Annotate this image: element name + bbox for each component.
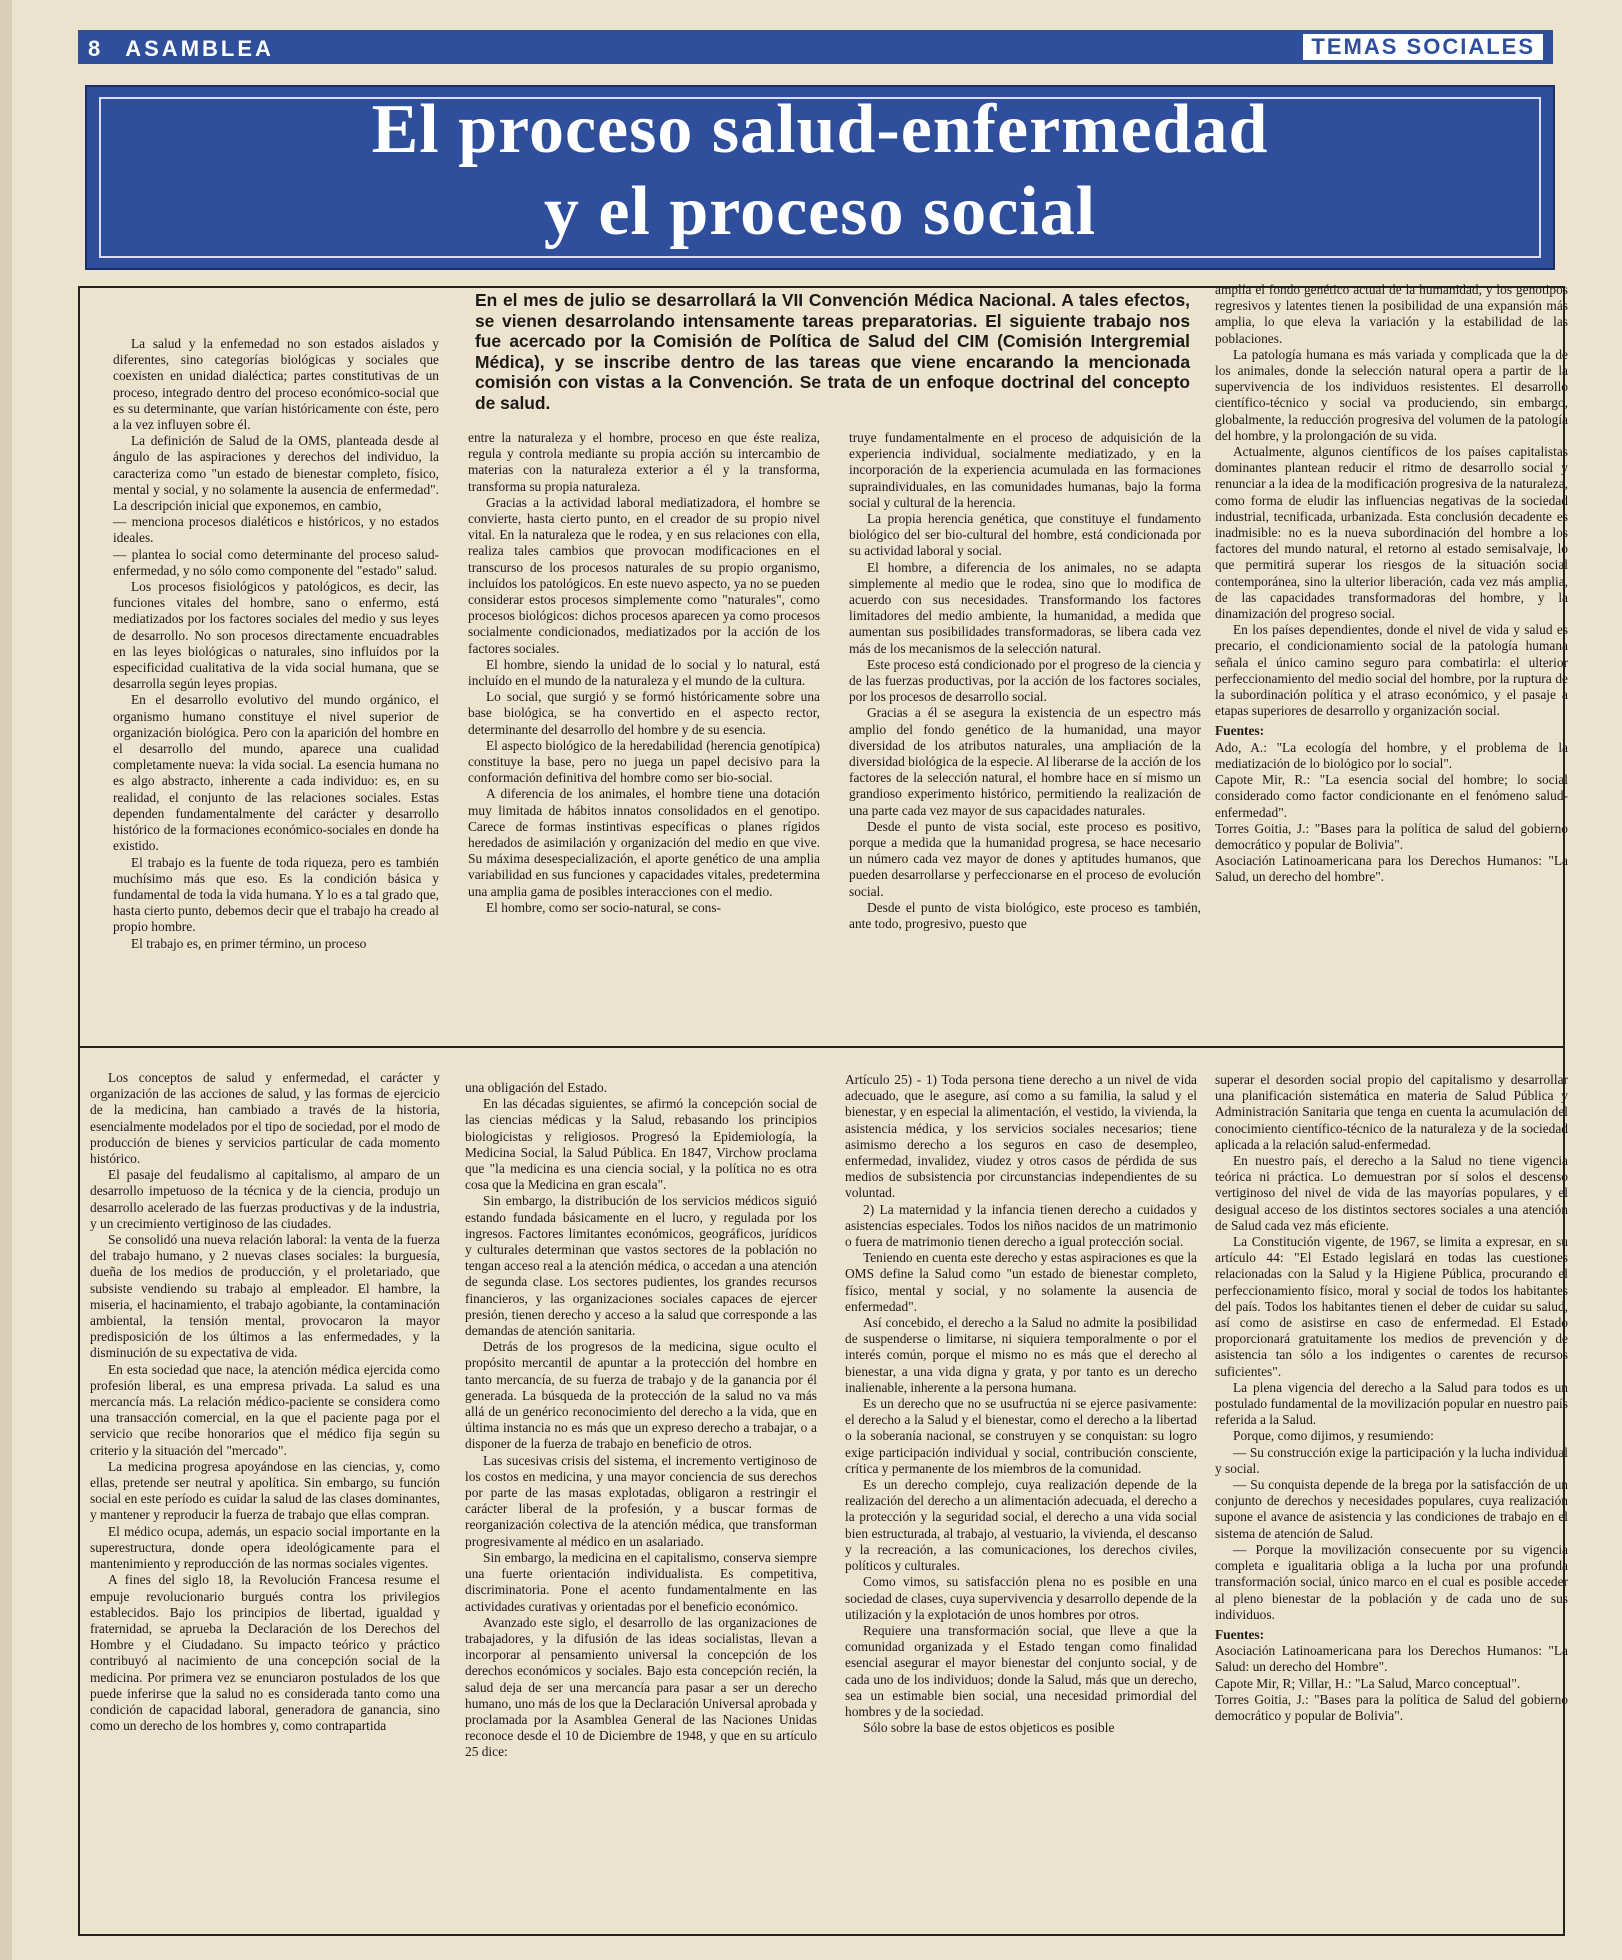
header-left: [88, 36, 274, 62]
bottom-column-3: [845, 1072, 1197, 1736]
headline: [87, 89, 1553, 253]
section-label: TEMAS SOCIALES: [1303, 34, 1543, 60]
paragraph: En los países dependientes, donde el nivel de vida y salud es precario, el condicionamiento social de la patología humana señala el único camino seguro para combatirla: el ulterior perfeccionamiento del medio social del hombre, por la ruptura de la subordinación política y el atraso económico, y el pasaje a etapas superiores de desarrollo y organización social.: [1215, 622, 1568, 719]
paragraph: La salud y la enfemedad no son estados aislados y diferentes, sino categorías biológicas y sociales que coexisten en unidad dialéctica; partes constitutivas de un proceso, integrado dentro del proceso económico-social que es su determinante, que varían históricamente con éste, pero a la vez influyen sobre él.: [113, 336, 439, 433]
paragraph: La definición de Salud de la OMS, planteada desde al ángulo de las aspiraciones y derechos del individuo, la caracteriza como "un estado de bienestar completo, físico, mental y social, y no solamente la ausencia de enfermedad". La descripción inicial que exponemos, en cambio,: [113, 433, 439, 514]
paragraph: Desde el punto de vista biológico, este proceso es también, ante todo, progresivo, puesto que: [849, 899, 1201, 932]
top-column-4: [1215, 282, 1568, 886]
top-column-3: [849, 430, 1201, 932]
paragraph: Los procesos fisiológicos y patológicos, es decir, las funciones vitales del hombre, sano o enfermo, está mediatizados por los factores sociales del medio y sus leyes de desarrollo. No son procesos directamente encuadrables en las leyes biológicas o naturales, sino influídos por la especificidad cualitativa de la vida social humana, que se desarrolla según leyes propias.: [113, 579, 439, 692]
paragraph: El pasaje del feudalismo al capitalismo, al amparo de un desarrollo impetuoso de la técnica y de la ciencia, produjo un desarrollo acelerado de las fuerzas productivas y de la industria, y un crecimiento vertiginoso de las ciudades.: [90, 1167, 440, 1231]
source-item: Asociación Latinoamericana para los Derechos Humanos: "La Salud: un derecho del Hombre".: [1215, 1643, 1568, 1675]
bottom-column-2: [465, 1080, 817, 1761]
paragraph: amplía el fondo genético actual de la humanidad, y los genotipos regresivos y latentes tienen la posibilidad de una expansión más amplia, lo que eleva la variación y la estabilidad de las poblaciones.: [1215, 282, 1568, 346]
top-column-1: [113, 336, 439, 952]
lead-paragraph: En el mes de julio se desarrollará la VII Convención Médica Nacional. A tales efectos, se vienen desarrolando intensamente tareas preparatorias. El siguiente trabajo nos fue acercado por la Comisión de Política de Salud del CIM (Comisión Intergremial Médica), y se inscribe dentro de las tareas que viene encarando la mencionada comisión con vistas a la Convención. Se trata de un enfoque doctrinal del concepto de salud.: [475, 290, 1190, 413]
paragraph: El hombre, siendo la unidad de lo social y lo natural, está incluído en el mundo de la naturaleza y el mundo de la cultura.: [468, 656, 820, 689]
paragraph: Sin embargo, la medicina en el capitalismo, conserva siempre una fuerte orientación individualista. Es competitiva, discriminatoria. Pone el acento fundamentalmente en las actividades curativas y orientadas por el beneficio económico.: [465, 1549, 817, 1614]
source-item: Capote Mir, R.: "La esencia social del hombre; lo social considerado como factor condicionante en el fenómeno salud-enfermedad".: [1215, 772, 1568, 820]
paragraph: Detrás de los progresos de la medicina, sigue oculto el propósito mercantil de apuntar a la protección del hombre en tanto mercancía, de su fuerza de trabajo y de la ganancia por él generada. La búsqueda de la protección de la salud no va más allá de un genérico reconocimiento del derecho a la vida, que en última instancia no es más que un expreso derecho a trabajar, o a disponer de la fuerza de trabajo en beneficio de otros.: [465, 1339, 817, 1452]
top-column-2: [468, 430, 820, 916]
paragraph: En las décadas siguientes, se afirmó la concepción social de las ciencias médicas y la Salud, rebasando los principios biologicistas y religiosos. Progresó la Epidemiología, la Medicina Social, la Salud Pública. En 1847, Virchow proclama que "la medicina es una ciencia social, y la política no es otra cosa que la Medicina en gran escala".: [465, 1096, 817, 1193]
paragraph: — Su conquista depende de la brega por la satisfacción de un conjunto de derechos y necesidades populares, cuya realización supone el avance de asistencia y las condiciones de trabajo en el sistema de atención de Salud.: [1215, 1477, 1568, 1541]
source-item: Torres Goitia, J.: "Bases para la política de salud del gobierno democrático y popular de Bolivia".: [1215, 820, 1568, 852]
paragraph: — Porque la movilización consecuente por su vigencia completa e igualitaria obliga a la lucha por una profunda transformación social, único marco en el cual es posible acceder al pleno bienestar de la población y de cada uno de sus individuos.: [1215, 1541, 1568, 1622]
source-item: Capote Mir, R; Villar, H.: "La Salud, Marco conceptual".: [1215, 1675, 1521, 1691]
paragraph: Los conceptos de salud y enfermedad, el carácter y organización de las acciones de salud, y las formas de ejercicio de la medicina, han cambiado a través de la historia, esencialmente modelados por el tipo de sociedad, por el modo de producción de bienes y servicios particular de cada momento histórico.: [90, 1070, 440, 1167]
headline-line-1: El proceso salud-enfermedad: [371, 91, 1269, 168]
paragraph: El hombre, a diferencia de los animales, no se adapta simplemente al medio que le rodea, sino que lo modifica de acuerdo con sus necesidades. Transformando los factores limitadores del medio ambiente, la humanidad, a medida que aumentan sus posibilidades transformadoras, se libera cada vez más de los mecanismos de la selección natural.: [849, 559, 1201, 656]
paragraph: Sin embargo, la distribución de los servicios médicos siguió estando fundada básicamente en el lucro, y regulada por los ingresos. Factores limitantes económicos, geográficos, jurídicos y culturales determinan que vastos sectores de la población no tengan acceso real a la atención médica, o accedan a una atención de segunda clase. Los sectores pudientes, los grandes recursos financieros, y las organizaciones sociales capaces de ejercer presión, tienen derecho y acceso a la salud que corresponde a las demandas de atención sanitaria.: [465, 1193, 817, 1339]
paragraph: Lo social, que surgió y se formó históricamente sobre una base biológica, se ha convertido en el aspecto rector, determinante del desarrollo del hombre y de su esencia.: [468, 689, 820, 737]
paragraph: Las sucesivas crisis del sistema, el incremento vertiginoso de los costos en medicina, y una mayor conciencia de sus derechos por parte de las masas explotadas, obligaron a restringir el carácter liberal de la profesión, y a buscar formas de reorganización colectiva de la atención médica, que transforman progresivamente al médico en un asalariado.: [465, 1452, 817, 1549]
page-number: 8: [88, 36, 104, 61]
source-item: Asociación Latinoamericana para los Derechos Humanos: "La Salud, un derecho del hombre".: [1215, 853, 1568, 885]
paragraph: Este proceso está condicionado por el progreso de la ciencia y de las fuerzas productivas, por la acción de los factores sociales, por los procesos de desarrollo social.: [849, 656, 1201, 705]
publication-name: ASAMBLEA: [125, 36, 274, 61]
paragraph: truye fundamentalmente en el proceso de adquisición de la experiencia individual, socialmente mediatizado, y en la incorporación de la experiencia acumulada en las formaciones supraindividuales, en las comunidades humanas, bajo la forma social y cultural de la herencia.: [849, 430, 1201, 510]
paragraph: Gracias a él se asegura la existencia de un espectro más amplio del fondo genético de la humanidad, una mayor diversidad de los atributos naturales, una ampliación de la diversidad biológica de la especie. Al liberarse de la acción de los factores de la selección natural, el hombre hace en sí mismo un grandioso experimento histórico, permitiendo la realización de una parte cada vez mayor de sus capacidades naturales.: [849, 705, 1201, 818]
page-edge: [0, 0, 12, 1960]
paragraph: Teniendo en cuenta este derecho y estas aspiraciones es que la OMS define la Salud como "un estado de bienestar completo, físico, mental y social, y no solamente la ausencia de enfermedad".: [845, 1250, 1197, 1314]
paragraph: El trabajo es, en primer término, un proceso: [131, 935, 367, 951]
paragraph: En el desarrollo evolutivo del mundo orgánico, el organismo humano constituye el nivel superior de organización biológica. Pero con la aparición del hombre en el desarrollo del mundo, aparece una cualidad completamente nueva: la vida social. La esencia humana no es algo abstracto, inherente a cada individuo: es, en su realidad, el conjunto de las relaciones sociales. Estas dependen fundamentalmente del carácter y desarrollo histórico de la formaciones económico-sociales en donde ha existido.: [113, 692, 439, 854]
paragraph: Requiere una transformación social, que lleve a que la comunidad organizada y el Estado tengan como finalidad esencial asegurar el mayor bienestar del conjunto social, y de cada uno de los individuos; donde la Salud, más que un derecho, sea un estimable bien social, una necesidad primordial del hombres y de la sociedad.: [845, 1622, 1197, 1719]
paragraph: Artículo 25) - 1) Toda persona tiene derecho a un nivel de vida adecuado, que le asegure, así como a su familia, la salud y el bienestar, y en especial la alimentación, el vestido, la vivienda, la asistencia médica, y los servicios sociales necesarios; tiene asimismo derecho a los seguros en caso de desempleo, enfermedad, invalidez, viudez y otros casos de pérdida de sus medios de subsistencia por circunstancias independientes de su voluntad.: [845, 1072, 1197, 1201]
paragraph: La plena vigencia del derecho a la Salud para todos es un postulado fundamental de la movilización popular en nuestro país referida a la Salud.: [1215, 1379, 1568, 1428]
bottom-column-1: [90, 1070, 440, 1734]
paragraph: Se consolidó una nueva relación laboral: la venta de la fuerza del trabajo humano, y 2 nuevas clases sociales: la burguesía, dueña de los medios de producción, y el proletariado, que subsiste vendiendo su trabajo al empleador. El hambre, la miseria, el hacinamiento, el trabajo agobiante, la contaminación ambiental, la tensión mental, provocaron la mayor predisposición de los últimos a las enfermedades, y la disminución de su expectativa de vida.: [90, 1232, 440, 1361]
paragraph: El trabajo es la fuente de toda riqueza, pero es también muchísimo más que eso. Es la condición básica y fundamental de toda la vida humana. Y lo es a tal grado que, hasta cierto punto, debemos decir que el trabajo ha creado al propio hombre.: [113, 854, 439, 935]
bottom-column-4: [1215, 1072, 1568, 1724]
paragraph: Es un derecho complejo, cuya realización depende de la realización del derecho a un alimentación adecuada, el derecho a la protección y la seguridad social, el derecho a una vida social bien estructurada, al trabajo, al vestuario, la vivienda, el descanso y la recreación, a las comunicaciones, los derechos civiles, políticos y culturales.: [845, 1477, 1197, 1574]
headline-line-2: y el proceso social: [543, 173, 1097, 250]
paragraph: Es un derecho que no se usufructúa ni se ejerce pasivamente: el derecho a la Salud y el bienestar, como el derecho a la libertad o la soberanía nacional, se construyen y se conquistan: su logro exige participación individual y social, contribución consciente, crítica y permanente de los miembros de la comunidad.: [845, 1396, 1197, 1476]
sources-heading: Fuentes:: [1215, 723, 1265, 739]
paragraph: Porque, como dijimos, y resumiendo:: [1233, 1428, 1434, 1444]
paragraph: superar el desorden social propio del capitalismo y desarrollar una planificación sistemática en materia de Salud Pública y Administración Sanitaria que tenga en cuenta la acumulación del conocimiento científico-técnico de la naturaleza y de la sociedad aplicada a la relación salud-enfermedad.: [1215, 1072, 1568, 1152]
paragraph: 2) La maternidad y la infancia tienen derecho a cuidados y asistencias especiales. Todos los niños nacidos de un matrimonio o fuera de matrimonio tienen derecho a igual protección social.: [845, 1201, 1197, 1250]
headline-box: [85, 85, 1555, 270]
paragraph: A fines del siglo 18, la Revolución Francesa resume el empuje revolucionario burgués contra los privilegios establecidos. Bajo los principios de libertad, igualdad y fraternidad, se aprueba la Declaración de los Derechos del Hombre y el Ciudadano. Su impacto teórico y práctico contribuyó al nacimiento de una concepción social de la medicina. Por primera vez se enunciaron postulados de los que puede inferirse que la salud no es considerada tanto como una condición de capacidad laboral, generadora de ganancia, sino como un derecho de los hombres y, como contrapartida: [90, 1572, 440, 1734]
paragraph: La patología humana es más variada y complicada que la de los animales, donde la selección natural opera a partir de la supervivencia de los individuos resistentes. El desarrollo científico-técnico y social va produciendo, sin embargo, globalmente, la reducción progresiva del volumen de la patología del hombre, y la prolongación de su vida.: [1215, 346, 1568, 443]
paragraph: Sólo sobre la base de estos objeticos es posible: [863, 1720, 1115, 1736]
paragraph: El aspecto biológico de la heredabilidad (herencia genotípica) constituye la base, pero no juega un papel decisivo para la conformación definitiva del hombre como ser bio-social.: [468, 737, 820, 786]
paragraph: El hombre, como ser socio-natural, se cons-: [486, 899, 722, 915]
paragraph: Avanzado este siglo, el desarrollo de las organizaciones de trabajadores, y la difusión de las ideas socialistas, llevan a incorporar al pensamiento universal la concepción de los derechos económicos y sociales. Bajo esta concepción recién, la salud deja de ser una mercancía para pasar a ser un derecho humano, uno más de los que la Declaración Universal aprobada y proclamada por la Asamblea General de las Naciones Unidas reconoce desde el 10 de Diciembre de 1948, y que en su artículo 25 dice:: [465, 1614, 817, 1760]
sources-heading: Fuentes:: [1215, 1626, 1265, 1642]
paragraph: Desde el punto de vista social, este proceso es positivo, porque a medida que la humanidad progresa, se hace necesario un número cada vez mayor de dones y aptitudes humanos, que pueden desarrollarse y perfeccionarse en el proceso de evolución social.: [849, 818, 1201, 899]
paragraph: En esta sociedad que nace, la atención médica ejercida como profesión liberal, es una empresa privada. La salud es una mercancía más. La relación médico-paciente se considera como una transacción comercial, en la que el paciente paga por el servicio que recibe honorarios que el médico fija según su criterio y la situación del "mercado".: [90, 1361, 440, 1458]
paragraph: La propia herencia genética, que constituye el fundamento biológico del ser bio-cultural del hombre, está condicionada por su actividad laboral y social.: [849, 511, 1201, 559]
source-item: Torres Goitia, J.: "Bases para la política de Salud del gobierno democrático y popular de Bolivia".: [1215, 1691, 1568, 1723]
paragraph: Gracias a la actividad laboral mediatizadora, el hombre se convierte, hasta cierto punto, en el creador de su propio nivel vital. En la naturaleza que le rodea, y en sus relaciones con ella, realiza tales cambios que provocan modificaciones en el transcurso de los procesos naturales de su propio organismo, incluídos los patológicos. En este nuevo aspecto, ya no se pueden considerar estos procesos simplemente como "naturales", como procesos biológicos: dichos procesos aparecen ya como procesos socialmente condicionados, mediatizados por la acción de los factores sociales.: [468, 494, 820, 656]
paragraph: Como vimos, su satisfacción plena no es posible en una sociedad de clases, cuya supervivencia y desarrollo depende de la utilización y la explotación de unos hombres por otros.: [845, 1574, 1197, 1622]
paragraph: entre la naturaleza y el hombre, proceso en que éste realiza, regula y controla mediante su propia acción su intercambio de materias con la naturaleza exterior a él y la transforma, transforma su propia naturaleza.: [468, 430, 820, 494]
paragraph: La Constitución vigente, de 1967, se limita a expresar, en su artículo 44: "El Estado legislará en todas las cuestiones relacionadas con la Salud y la Higiene Pública, procurando el perfeccionamiento físico, moral y social de todos los habitantes del país. Todos los habitantes tienen el deber de cuidar su salud, así como de asistirse en caso de enfermedad. El Estado proporcionará gratuitamente los medios de prevención y de asistencia tan sólo a los indigentes o carentes de recursos suficientes".: [1215, 1234, 1568, 1379]
page-header: [78, 30, 1553, 64]
source-item: Ado, A.: "La ecología del hombre, y el problema de la mediatización de lo biológico por lo social".: [1215, 739, 1568, 771]
paragraph: Así concebido, el derecho a la Salud no admite la posibilidad de suspenderse o limitarse, ni siquiera temporalmente o por el interés común, porque el mismo no es más que el derecho al bienestar, a una vida digna y grata, y por tanto es un derecho inalienable, inherente a la persona humana.: [845, 1315, 1197, 1395]
paragraph: una obligación del Estado.: [465, 1080, 608, 1095]
paragraph: — plantea lo social como determinante del proceso salud-enfermedad, y no sólo como componente del "estado" salud.: [113, 546, 439, 578]
paragraph: La medicina progresa apoyándose en las ciencias, y, como ellas, pretende ser neutral y apolítica. Sin embargo, su función social en este período es cuidar la salud de las clases dominantes, y mantener y reproducir la fuerza de trabajo que ellas compran.: [90, 1458, 440, 1523]
section-divider: [78, 1046, 1565, 1048]
paragraph: En nuestro país, el derecho a la Salud no tiene vigencia teórica ni práctica. Lo demuestran por sí solos el descenso vertiginoso del nivel de vida de las mayorías populares, y el desigual acceso de los distintos sectores sociales a una atención de Salud cada vez más eficiente.: [1215, 1153, 1568, 1233]
paragraph: El médico ocupa, además, un espacio social importante en la superestructura, donde opera ideológicamente para el mantenimiento y reproducción de las normas sociales vigentes.: [90, 1523, 440, 1572]
paragraph: Actualmente, algunos científicos de los países capitalistas dominantes plantean reducir el ritmo de desarrollo social y renunciar a la idea de la modificación progresiva de la naturaleza, como forma de eludir las influencias negativas de la sociedad industrial, tecnificada, urbanizada. Esta conclusión decadente es inadmisible: no es la nueva subordinación del hombre a los factores del mundo natural, el retorno al estado semisalvaje, lo que permitirá superar los riesgos de la situación social contemporánea, sino la ulterior liberación, cada vez más amplia, de las capacidades transformadoras del hombre, y la dinamización del progreso social.: [1215, 444, 1568, 622]
paragraph: — Su construcción exige la participación y la lucha individual y social.: [1215, 1444, 1568, 1476]
paragraph: A diferencia de los animales, el hombre tiene una dotación muy limitada de hábitos innatos consolidados en el genotipo. Carece de formas instintivas específicas o planes rígidos heredados de asimilación y organización del medio en que vive. Su máxima desespecialización, el aporte genético de una amplia variabilidad en sus funciones y capacidades vitales, predetermina una amplia gama de posibles interacciones con el medio.: [468, 786, 820, 899]
paragraph: — menciona procesos dialéticos e históricos, y no estados ideales.: [113, 514, 439, 546]
